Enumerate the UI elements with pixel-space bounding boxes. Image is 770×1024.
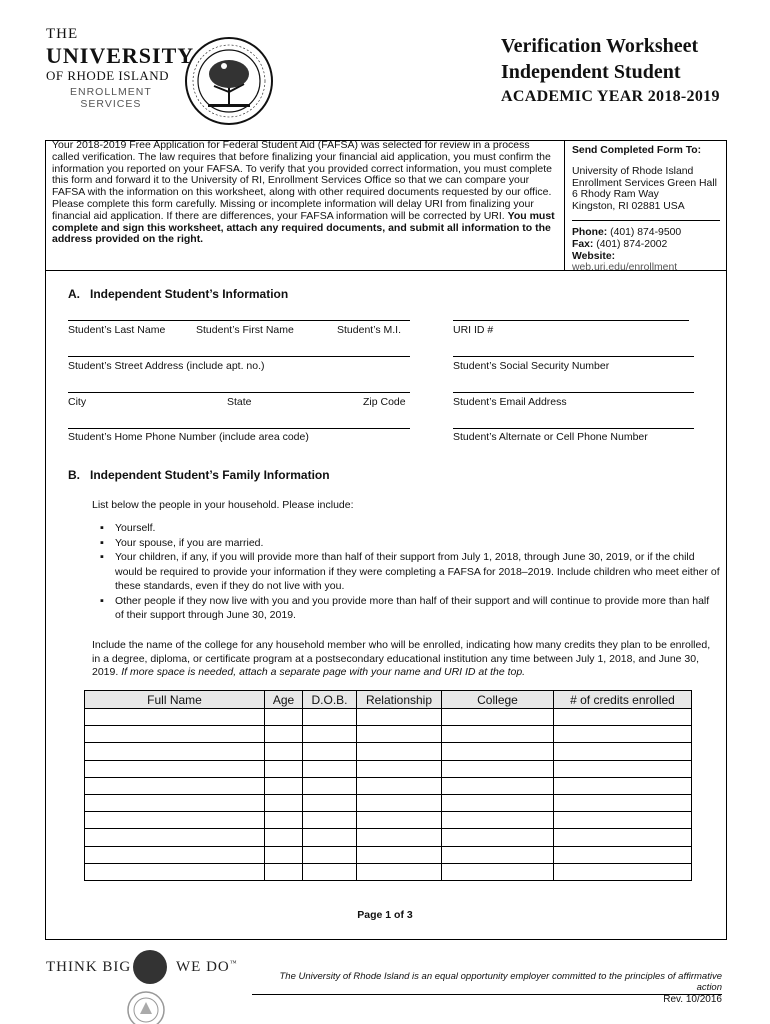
- table-cell[interactable]: [554, 709, 692, 726]
- table-row: [85, 846, 692, 863]
- zip-label: Zip Code: [363, 396, 406, 408]
- table-cell[interactable]: [85, 743, 265, 760]
- university-the: THE: [46, 26, 79, 42]
- address-line-1: University of Rhode Island: [572, 165, 694, 177]
- table-cell[interactable]: [265, 829, 303, 846]
- header-age: Age: [265, 691, 303, 709]
- table-cell[interactable]: [357, 863, 442, 880]
- address-line-3: 6 Rhody Ram Way: [572, 189, 659, 201]
- ssn-label: Student’s Social Security Number: [453, 360, 610, 372]
- website-label: Website:: [572, 250, 616, 262]
- table-cell[interactable]: [85, 812, 265, 829]
- intro-bold-text: You must complete and sign this worksheet, attach any required documents, and submit all information to the address provided on the right.: [52, 209, 555, 246]
- phone-label: Phone:: [572, 226, 608, 238]
- enrollment-label: ENROLLMENT: [70, 86, 152, 98]
- table-cell[interactable]: [85, 709, 265, 726]
- website-link[interactable]: web.uri.edu/enrollment: [572, 262, 678, 274]
- table-cell[interactable]: [303, 726, 357, 743]
- table-row: [85, 743, 692, 760]
- cell-phone-line[interactable]: [453, 428, 694, 429]
- table-cell[interactable]: [442, 743, 554, 760]
- table-cell[interactable]: [303, 794, 357, 811]
- table-cell[interactable]: [442, 709, 554, 726]
- home-phone-line[interactable]: [68, 428, 410, 429]
- table-cell[interactable]: [85, 726, 265, 743]
- table-cell[interactable]: [442, 726, 554, 743]
- table-cell[interactable]: [85, 846, 265, 863]
- table-cell[interactable]: [85, 777, 265, 794]
- department-of-education-seal-icon: [184, 36, 274, 126]
- address-line-4: Kingston, RI 02881 USA: [572, 201, 685, 213]
- table-cell[interactable]: [303, 777, 357, 794]
- header-full-name: Full Name: [85, 691, 265, 709]
- table-cell[interactable]: [357, 777, 442, 794]
- table-cell[interactable]: [442, 829, 554, 846]
- table-cell[interactable]: [357, 726, 442, 743]
- table-cell[interactable]: [442, 812, 554, 829]
- header-credits: # of credits enrolled: [554, 691, 692, 709]
- table-cell[interactable]: [265, 777, 303, 794]
- table-cell[interactable]: [357, 794, 442, 811]
- table-row: [85, 863, 692, 880]
- table-cell[interactable]: [442, 760, 554, 777]
- enrollment-services-label: [70, 86, 152, 110]
- revision-date: Rev. 10/2016: [663, 994, 722, 1005]
- trademark-mark: ™: [229, 959, 238, 967]
- table-header-row: [85, 691, 692, 709]
- title-verification-worksheet: Verification Worksheet: [501, 35, 699, 57]
- table-cell[interactable]: [85, 863, 265, 880]
- table-cell[interactable]: [554, 743, 692, 760]
- table-cell[interactable]: [554, 829, 692, 846]
- section-a-title: A. Independent Student’s Information: [68, 287, 289, 301]
- bullet-item: ▪ Other people if they now live with you and you provide more than half of their support and will continue to provide more than half of their support through June 30, 2019.: [100, 594, 720, 623]
- table-cell[interactable]: [357, 829, 442, 846]
- table-row: [85, 812, 692, 829]
- header-relationship: Relationship: [357, 691, 442, 709]
- table-cell[interactable]: [357, 709, 442, 726]
- email-label: Student’s Email Address: [453, 396, 567, 408]
- table-cell[interactable]: [265, 743, 303, 760]
- table-cell[interactable]: [442, 777, 554, 794]
- fax-label: Fax:: [572, 238, 594, 250]
- table-cell[interactable]: [265, 863, 303, 880]
- last-name-label: Student’s Last Name: [68, 324, 166, 336]
- we-do-label: WE DO: [176, 959, 230, 975]
- table-cell[interactable]: [554, 777, 692, 794]
- state-label: State: [227, 396, 252, 408]
- table-cell[interactable]: [442, 846, 554, 863]
- phone-value: (401) 874-9500: [610, 226, 682, 238]
- table-row: [85, 709, 692, 726]
- title-independent-student: Independent Student: [501, 61, 681, 83]
- table-row: [85, 726, 692, 743]
- table-cell[interactable]: [554, 760, 692, 777]
- ssn-line[interactable]: [453, 356, 694, 357]
- uri-id-line[interactable]: [453, 320, 689, 321]
- table-row: [85, 794, 692, 811]
- think-big-text: THINK BIG: [46, 959, 132, 975]
- table-cell[interactable]: [265, 760, 303, 777]
- city-label: City: [68, 396, 87, 408]
- table-cell[interactable]: [265, 812, 303, 829]
- table-cell[interactable]: [357, 743, 442, 760]
- table-cell[interactable]: [554, 846, 692, 863]
- household-list-intro: List below the people in your household. Please include:: [92, 499, 354, 511]
- table-cell[interactable]: [554, 863, 692, 880]
- table-row: [85, 829, 692, 846]
- section-b-title: B. Independent Student’s Family Information: [68, 468, 330, 482]
- table-cell[interactable]: [442, 863, 554, 880]
- header-college: College: [442, 691, 554, 709]
- send-to-box: [572, 145, 720, 274]
- table-cell[interactable]: [303, 846, 357, 863]
- table-cell[interactable]: [357, 760, 442, 777]
- table-cell[interactable]: [357, 812, 442, 829]
- college-instructions-italic: If more space is needed, attach a separate page with your name and URI ID at the top.: [121, 666, 526, 678]
- table-cell[interactable]: [265, 726, 303, 743]
- uri-id-label: URI ID #: [453, 324, 494, 336]
- address-line-2: Enrollment Services Green Hall: [572, 177, 717, 189]
- household-table: [84, 690, 692, 881]
- mi-label: Student’s M.I.: [337, 324, 402, 336]
- equal-opportunity-statement: The University of Rhode Island is an equal opportunity employer committed to the principles of affirmative action: [252, 971, 722, 995]
- table-cell[interactable]: [554, 794, 692, 811]
- send-to-rule: [572, 220, 720, 221]
- city-state-zip-line[interactable]: [68, 392, 410, 393]
- table-cell[interactable]: [265, 846, 303, 863]
- table-cell[interactable]: [265, 794, 303, 811]
- website-row: [572, 251, 720, 275]
- services-label: SERVICES: [80, 98, 142, 110]
- street-line[interactable]: [68, 356, 410, 357]
- phone-row: [572, 227, 720, 239]
- first-name-label: Student’s First Name: [196, 324, 294, 336]
- intro-divider-vertical: [564, 140, 565, 270]
- household-bullet-list: [100, 521, 720, 623]
- bullet-item: ▪ Your spouse, if you are married.: [100, 536, 720, 551]
- table-cell[interactable]: [303, 709, 357, 726]
- table-row: [85, 777, 692, 794]
- email-line[interactable]: [453, 392, 694, 393]
- table-cell[interactable]: [442, 794, 554, 811]
- university-name: UNIVERSITY: [46, 43, 195, 68]
- college-instructions-text: Include the name of the college for any household member who will be enrolled, indicating how many credits they plan to be enrolled, in a degree, diploma, or certificate program at a postsecondary educational institution any time between July 1, 2018, and June 30, 2019.: [92, 639, 711, 678]
- uri-seal-icon: [126, 990, 166, 1024]
- table-cell[interactable]: [303, 829, 357, 846]
- table-cell[interactable]: [554, 812, 692, 829]
- table-cell[interactable]: [85, 794, 265, 811]
- table-cell[interactable]: [303, 812, 357, 829]
- globe-icon: [133, 950, 167, 984]
- header-dob: D.O.B.: [303, 691, 357, 709]
- table-cell[interactable]: [85, 829, 265, 846]
- table-cell[interactable]: [554, 726, 692, 743]
- college-instructions: [92, 639, 712, 680]
- home-phone-label: Student’s Home Phone Number (include area code): [68, 431, 309, 443]
- university-of: OF RHODE ISLAND: [46, 68, 170, 83]
- table-cell[interactable]: [303, 760, 357, 777]
- table-cell[interactable]: [303, 863, 357, 880]
- intro-paragraph: [52, 140, 557, 246]
- table-cell[interactable]: [85, 760, 265, 777]
- table-cell[interactable]: [357, 846, 442, 863]
- table-row: [85, 760, 692, 777]
- we-do-text: [176, 959, 238, 976]
- bullet-item: ▪ Yourself.: [100, 521, 720, 536]
- name-line[interactable]: [68, 320, 410, 321]
- fax-value: (401) 874-2002: [596, 238, 668, 250]
- send-to-heading: Send Completed Form To:: [572, 145, 702, 156]
- cell-phone-label: Student’s Alternate or Cell Phone Number: [453, 431, 648, 443]
- title-academic-year: ACADEMIC YEAR 2018-2019: [501, 88, 720, 105]
- bullet-item: ▪ Your children, if any, if you will provide more than half of their support from July 1, 2018, through June 30, 2019, or if the child would be required to provide your information if they were completing a FAFSA for 2018–2019. Include children who meet either of these standards, even if they do not live with you.: [100, 550, 720, 594]
- intro-text: Your 2018-2019 Free Application for Federal Student Aid (FAFSA) was selected for review in a process called verification. The law requires that before finalizing your financial aid application, you must confirm the information you reported on your FAFSA. To verify that you provided correct information, you must complete this form and forward it to the University of RI, Enrollment Services Office so that we can compare your FAFSA with the information on this worksheet, along with other required documents requested by our office. Please complete this form carefully. Missing or incomplete information will delay URI from finalizing your financial aid application. If there are differences, your FAFSA information will be corrected by URI.: [52, 139, 552, 222]
- page-number: Page 1 of 3: [357, 909, 413, 921]
- fax-row: [572, 239, 720, 251]
- table-cell[interactable]: [303, 743, 357, 760]
- table-cell[interactable]: [265, 709, 303, 726]
- street-label: Student’s Street Address (include apt. no.): [68, 360, 265, 372]
